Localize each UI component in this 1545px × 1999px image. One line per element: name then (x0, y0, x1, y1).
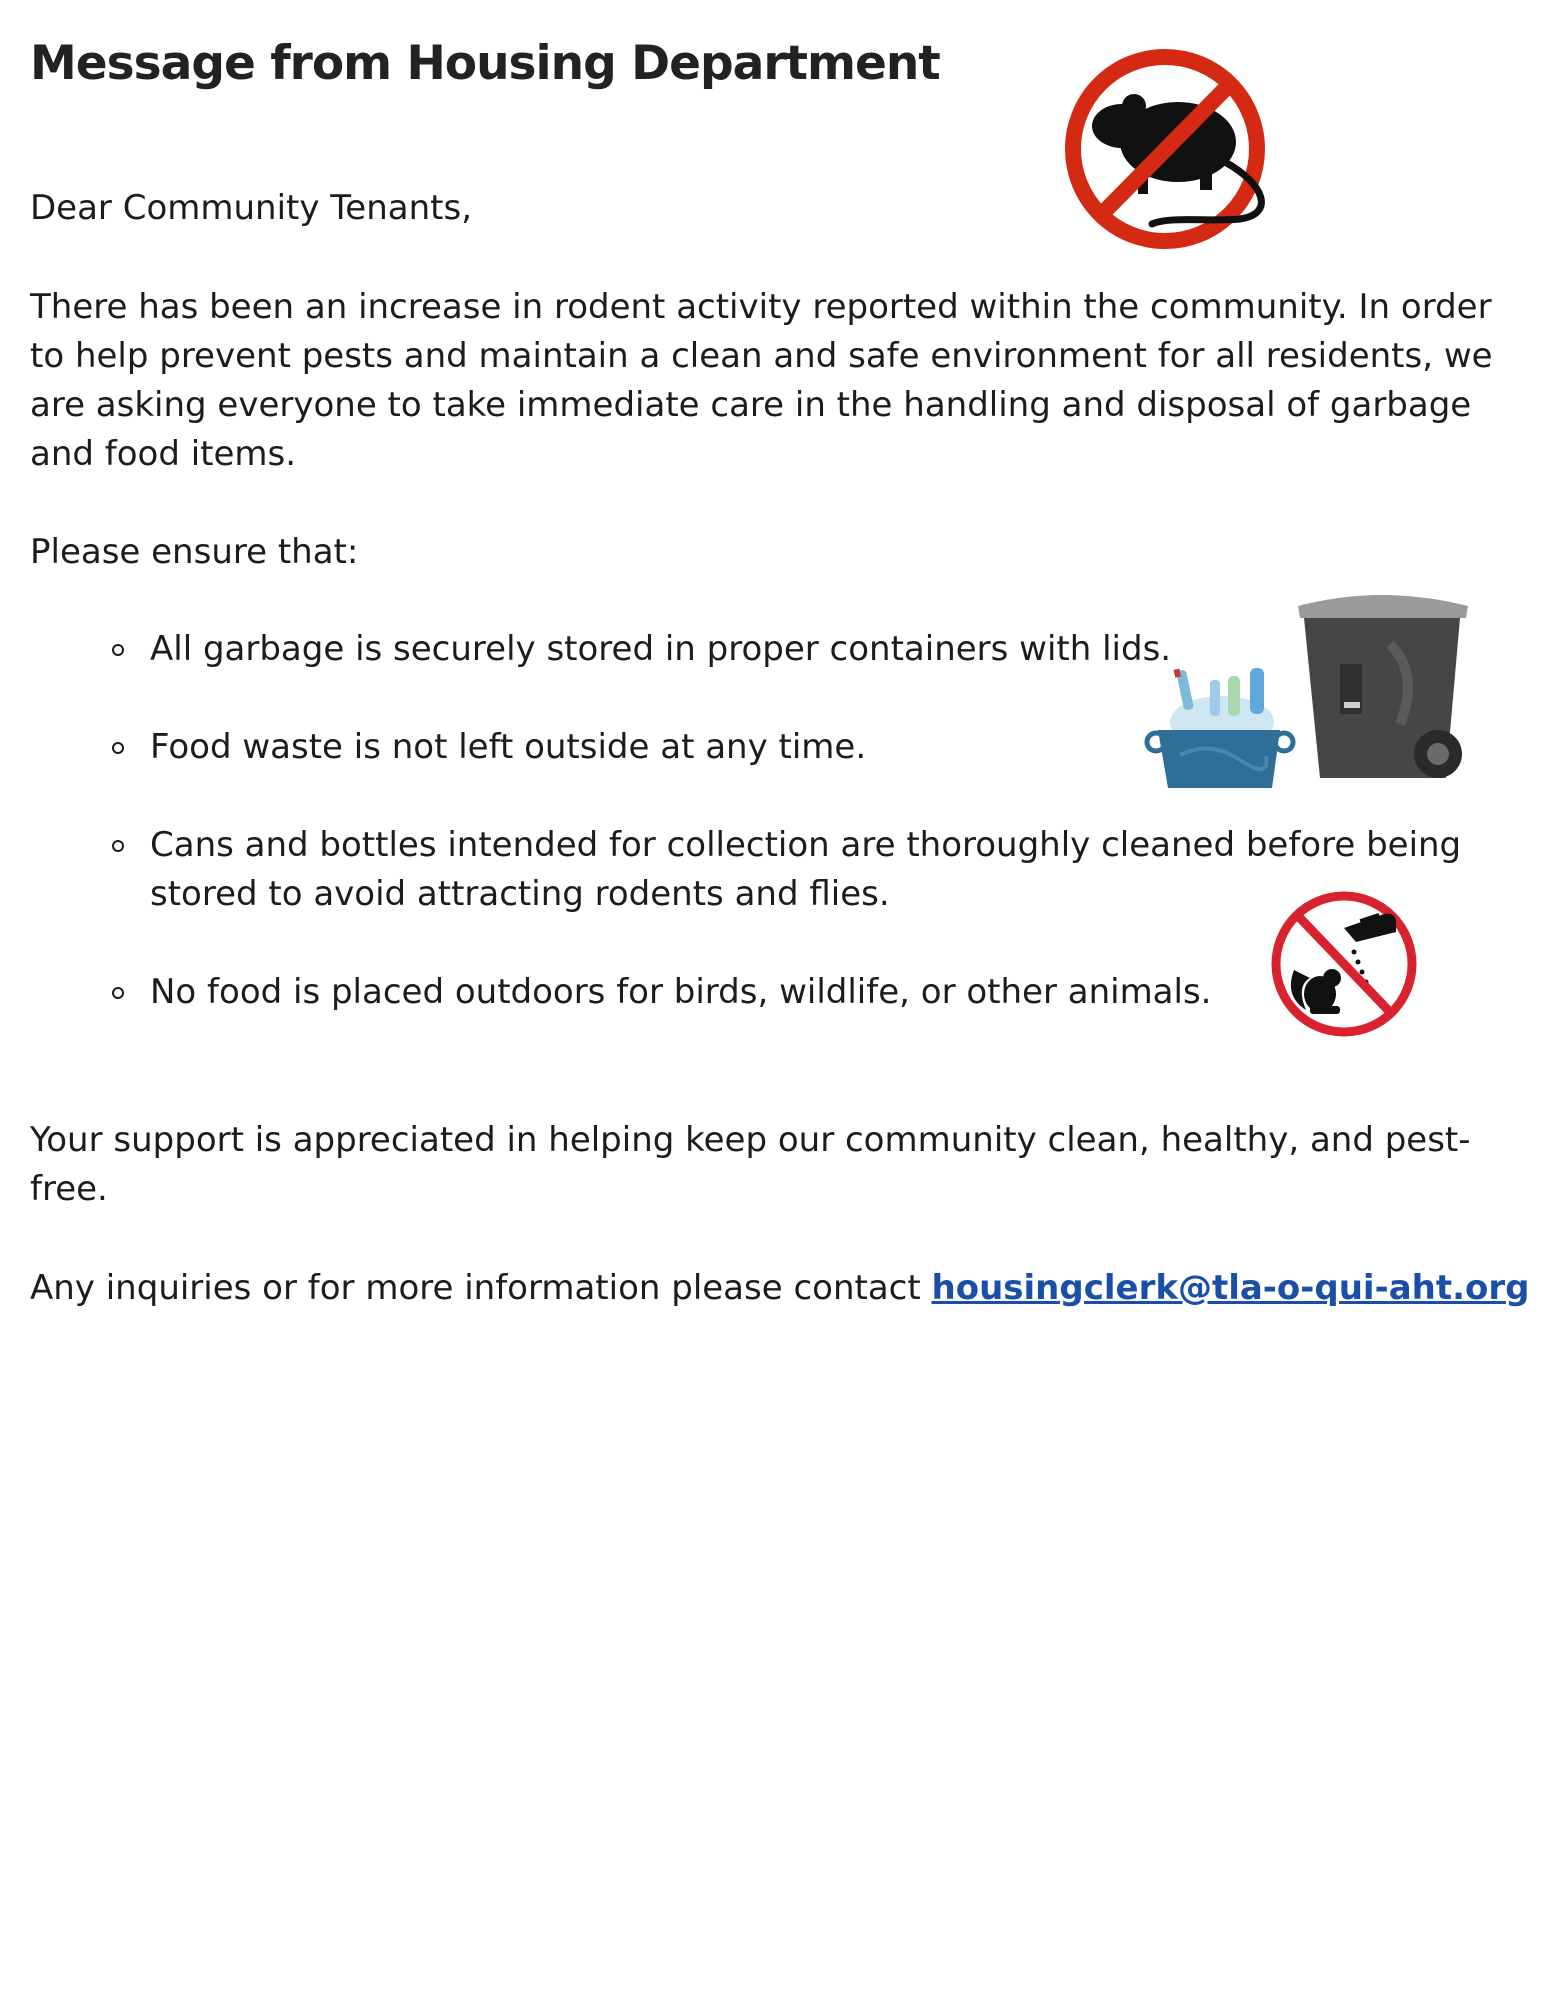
closing-paragraph: Your support is appreciated in helping keep our community clean, healthy, and pest-free. (30, 1120, 1471, 1209)
bullet-marker (112, 644, 124, 656)
contact-email-link[interactable]: housingclerk@tla-o-qui-aht.org (931, 1268, 1530, 1308)
bullet-marker (112, 742, 124, 754)
list-item: Food waste is not left outside at any time. (150, 727, 867, 767)
bullet-marker (112, 987, 124, 999)
no-rodent-icon (1060, 44, 1280, 254)
list-item: No food is placed outdoors for birds, wildlife, or other animals. (150, 972, 1212, 1012)
recycling-tub-icon (1140, 660, 1300, 795)
no-feeding-animals-icon (1266, 886, 1422, 1042)
contact-line (30, 1264, 1529, 1313)
bullet-marker (112, 840, 124, 852)
ensure-label: Please ensure that: (30, 532, 359, 572)
intro-paragraph: There has been an increase in rodent activity reported within the community. In order to help prevent pests and maintain a clean and safe environment for all residents, we are asking everyone to take immediate care in the handling and disposal of garbage and food items. (30, 287, 1493, 474)
list-item: Cans and bottles intended for collection are thoroughly cleaned before being stored to avoid attracting rodents and flies. (150, 825, 1462, 914)
greeting: Dear Community Tenants, (30, 188, 472, 228)
garbage-bin-icon (1290, 584, 1475, 794)
contact-prefix: Any inquiries or for more information please contact (30, 1268, 932, 1308)
page-title: Message from Housing Department (30, 36, 940, 91)
list-item: All garbage is securely stored in proper containers with lids. (150, 629, 1172, 669)
